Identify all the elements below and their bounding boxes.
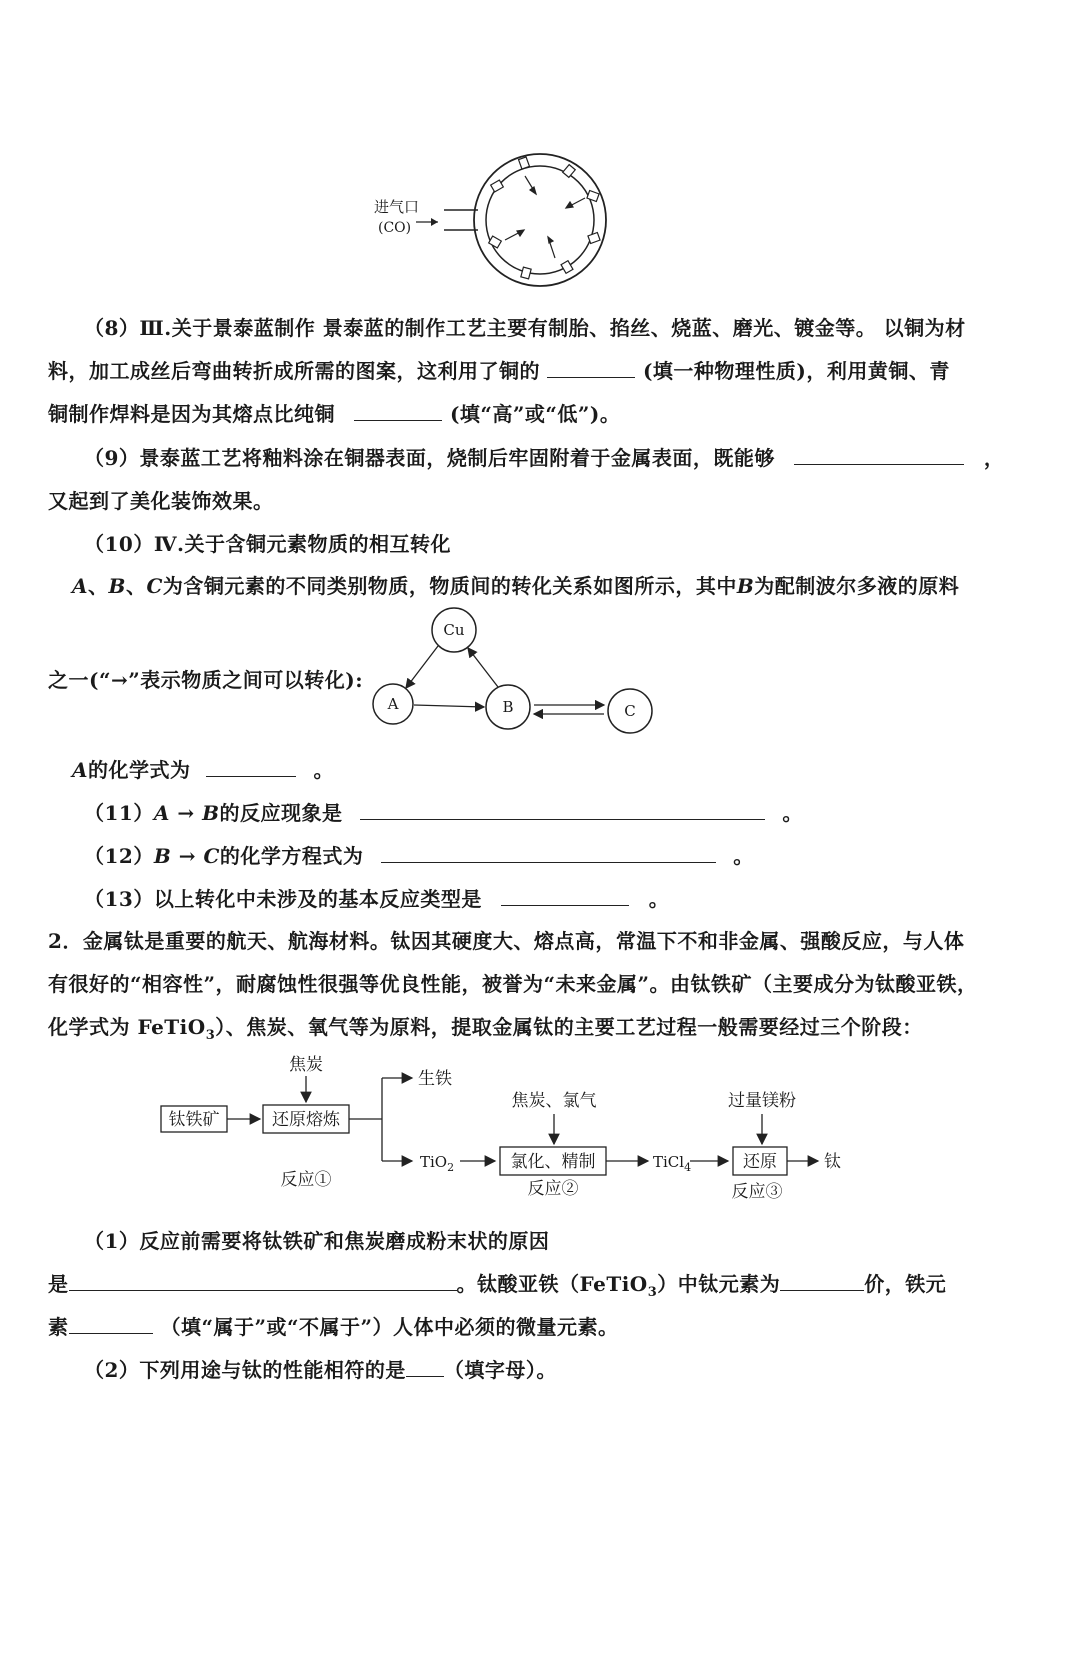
label-reaction-1: 反应① — [280, 1170, 332, 1190]
q2-line-3-sub: 3 — [205, 1028, 216, 1043]
q11-arrow: → — [169, 801, 203, 825]
box-reduce-label: 还原 — [743, 1152, 777, 1172]
q10-line-1 — [72, 570, 959, 599]
box-smelt-label: 还原熔炼 — [272, 1110, 340, 1130]
titanium-process-flow — [150, 1048, 870, 1208]
q10-answer-symbol: A — [72, 758, 89, 782]
q10-sep-2: 、 — [125, 574, 147, 598]
answer-blank-q11[interactable] — [360, 818, 765, 820]
answer-blank-p1-element[interactable] — [69, 1332, 153, 1334]
q12-line — [84, 840, 754, 869]
label-coke-chlorine: 焦炭、氯气 — [511, 1091, 597, 1111]
q13-end: 。 — [648, 887, 670, 911]
answer-blank-q13[interactable] — [501, 904, 629, 906]
p1-line-1: （1）反应前需要将钛铁矿和焦炭磨成粉末状的原因 — [84, 1229, 550, 1253]
q10-symbol-b: B — [108, 574, 126, 598]
q10-heading: （10）Ⅳ.关于含铜元素物质的相互转化 — [84, 532, 451, 556]
answer-blank-q8-melting[interactable] — [354, 419, 442, 421]
q10-symbol-b-2: B — [736, 574, 755, 598]
q11-line — [84, 797, 803, 826]
p1-line-2 — [48, 1268, 946, 1300]
q11-symbol-b: B — [202, 801, 220, 825]
q11-text: 的反应现象是 — [219, 801, 343, 825]
p1-line-2-formula: 。钛酸亚铁（FeTiO — [456, 1272, 648, 1296]
inlet-label: 进气口 — [374, 198, 420, 216]
arrow-cu-to-a — [406, 646, 438, 688]
gas-inlet-figure — [360, 140, 660, 300]
label-titanium: 钛 — [824, 1152, 841, 1172]
q11-prefix: （11） — [84, 801, 154, 825]
q8-line-1: （8）Ⅲ.关于景泰蓝制作 景泰蓝的制作工艺主要有制胎、掐丝、烧蓝、磨光、镀金等。 以铜为材 — [84, 316, 966, 340]
p1-line-2-end: 价，铁元 — [864, 1272, 947, 1296]
q10-line-2: 之一(“→”表示物质之间可以转化): — [48, 668, 364, 692]
q2-line-1: 2．金属钛是重要的航天、航海材料。钛因其硬度大、熔点高，常温下不和非金属、强酸反应，与人体 — [48, 929, 965, 953]
arrow-b-to-cu — [468, 648, 498, 687]
label-pig-iron: 生铁 — [418, 1069, 452, 1089]
copper-conversion-diagram — [360, 604, 670, 744]
label-reaction-3: 反应③ — [731, 1182, 783, 1202]
q13-text: （13）以上转化中未涉及的基本反应类型是 — [84, 887, 482, 911]
p2-line — [84, 1354, 557, 1383]
p1-line-3 — [48, 1311, 619, 1340]
q10-symbol-c: C — [146, 574, 163, 598]
q12-prefix: （12） — [84, 844, 154, 868]
label-tio2 — [420, 1153, 454, 1174]
label-coke: 焦炭 — [289, 1055, 323, 1075]
p1-line-2-start: 是 — [48, 1272, 69, 1296]
p2-end: （填字母）。 — [443, 1358, 557, 1382]
inlet-gas-label: (CO) — [378, 220, 412, 236]
label-ticl4 — [653, 1153, 691, 1174]
q12-symbol-c: C — [203, 844, 220, 868]
box-chlorinate-label: 氯化、精制 — [510, 1152, 596, 1172]
q10-answer-end: 。 — [313, 758, 334, 782]
q12-text: 的化学方程式为 — [219, 844, 364, 868]
p1-line-2-sub: 3 — [647, 1285, 658, 1300]
label-tio2-sub: 2 — [447, 1161, 455, 1174]
box-ore-label: 钛铁矿 — [168, 1110, 220, 1130]
answer-blank-q9[interactable] — [794, 463, 964, 465]
label-ticl4-main: TiCl — [653, 1153, 685, 1171]
label-reaction-2: 反应② — [527, 1179, 579, 1199]
q13-line — [84, 883, 669, 912]
q10-answer-text: 的化学式为 — [88, 758, 191, 782]
q8-line-3-hint: (填“高”或“低”)。 — [449, 402, 621, 426]
node-b-label: B — [502, 698, 514, 716]
q9-line-1-comma: ， — [983, 446, 1005, 470]
arrow-a-to-b — [414, 705, 484, 707]
q9-line-2: 又起到了美化装饰效果。 — [48, 489, 274, 513]
q8-line-3-text: 铜制作焊料是因为其熔点比纯铜 — [48, 402, 335, 426]
label-ticl4-sub: 4 — [684, 1161, 692, 1174]
label-excess-mg: 过量镁粉 — [728, 1091, 796, 1111]
q10-sep-1: 、 — [88, 574, 109, 598]
q2-line-3-text: ）、焦炭、氧气等为原料，提取金属钛的主要工艺过程一般需要经过三个阶段： — [215, 1015, 923, 1039]
node-a-label: A — [387, 695, 399, 713]
q12-arrow: → — [171, 844, 204, 868]
q12-end: 。 — [733, 844, 754, 868]
answer-blank-q10[interactable] — [206, 775, 296, 777]
q10-line-1-text: 为含铜元素的不同类别物质，物质间的转化关系如图所示，其中 — [162, 574, 737, 598]
q12-symbol-b: B — [153, 844, 172, 868]
q10-line-1-text-2: 为配制波尔多液的原料 — [754, 574, 960, 598]
q10-symbol-a: A — [72, 574, 89, 598]
answer-blank-p1-valence[interactable] — [780, 1289, 864, 1291]
q8-line-3 — [48, 398, 620, 427]
q2-line-2: 有很好的“相容性”，耐腐蚀性很强等优良性能，被誉为“未来金属”。由钛铁矿（主要成分为钛酸亚铁， — [48, 972, 978, 996]
answer-blank-p1-reason[interactable] — [69, 1289, 457, 1291]
q8-line-2-hint: (填一种物理性质)，利用黄铜、青 — [642, 359, 950, 383]
node-c-label: C — [624, 702, 636, 720]
q9-line-1-text: （9）景泰蓝工艺将釉料涂在铜器表面，烧制后牢固附着于金属表面，既能够 — [84, 446, 775, 470]
q8-line-2-text: 料，加工成丝后弯曲转折成所需的图案，这利用了铜的 — [48, 359, 540, 383]
p1-line-3-text: （填“属于”或“不属于”）人体中必须的微量元素。 — [160, 1315, 619, 1339]
p1-line-3-start: 素 — [48, 1315, 69, 1339]
p1-line-2-text: ）中钛元素为 — [657, 1272, 781, 1296]
label-tio2-main: TiO — [420, 1153, 448, 1171]
q11-symbol-a: A — [153, 801, 170, 825]
q2-line-3-formula: 化学式为 FeTiO — [48, 1015, 206, 1039]
q11-end: 。 — [782, 801, 803, 825]
q2-line-3 — [48, 1011, 923, 1043]
answer-blank-q8-property[interactable] — [547, 376, 635, 378]
q9-line-1 — [84, 442, 1004, 471]
node-cu-label: Cu — [443, 621, 465, 639]
q10-answer-line — [72, 754, 334, 783]
p2-text: （2）下列用途与钛的性能相符的是 — [84, 1358, 406, 1382]
answer-blank-q12[interactable] — [381, 861, 716, 863]
q8-line-2 — [48, 355, 950, 384]
answer-blank-p2[interactable] — [406, 1375, 444, 1377]
